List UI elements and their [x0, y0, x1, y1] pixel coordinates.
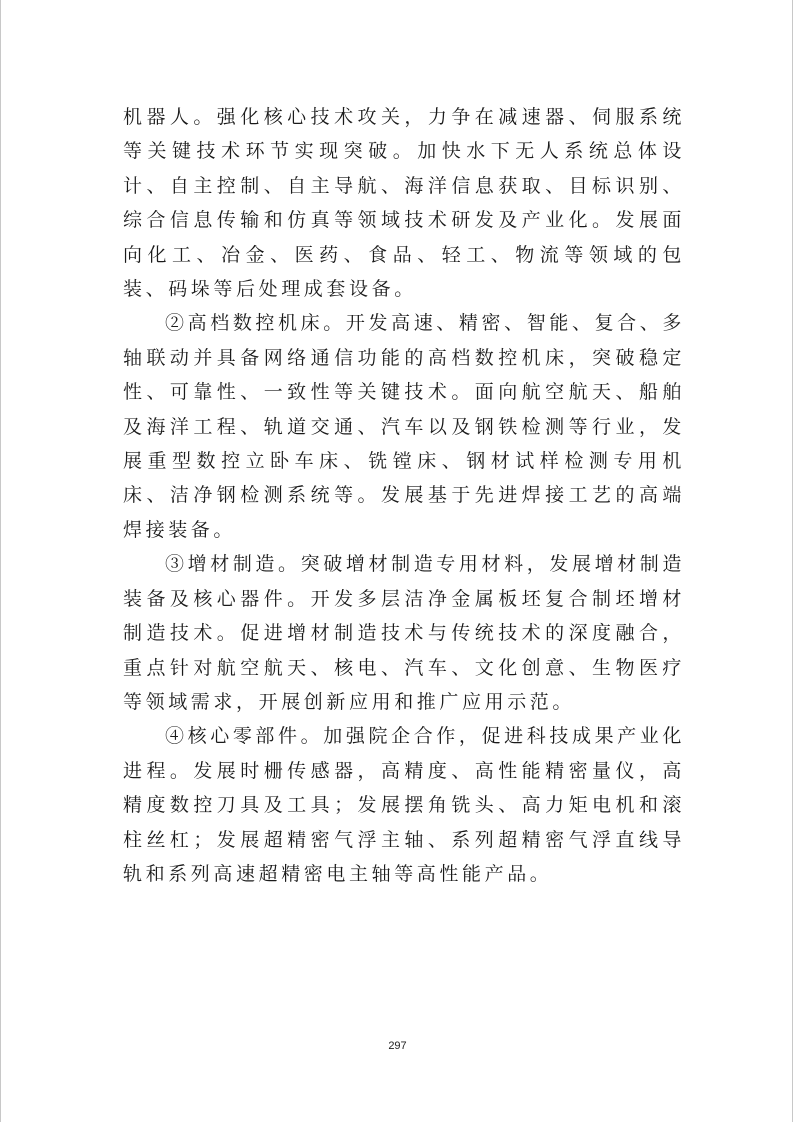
paragraph-cnc-machine-tools: ②高档数控机床。开发高速、精密、智能、复合、多轴联动并具备网络通信功能的高档数控机床，突破稳定性、可靠性、一致性等关键技术。面向航空航天、船舶及海洋工程、轨道交通、汽车以及钢铁检测等行业，发展重型数控立卧车床、铣镗床、钢材试样检测专用机床、洁净钢检测系统等。发展基于先进焊接工艺的高端焊接装备。: [123, 312, 685, 541]
paragraph-core-components: ④核心零部件。加强院企合作，促进科技成果产业化进程。发展时栅传感器，高精度、高性能精密量仪，高精度数控刀具及工具；发展摆角铣头、高力矩电机和滚柱丝杠；发展超精密气浮主轴、系列超精密气浮直线导轨和系列高速超精密电主轴等高性能产品。: [123, 725, 685, 885]
paragraph-robots-continued: 机器人。强化核心技术攻关，力争在减速器、伺服系统等关键技术环节实现突破。加快水下无人系统总体设计、自主控制、自主导航、海洋信息获取、目标识别、综合信息传输和仿真等领域技术研发及产业化。发展面向化工、冶金、医药、食品、轻工、物流等领域的包装、码垛等后处理成套设备。: [123, 106, 685, 301]
paragraph-additive-manufacturing: ③增材制造。突破增材制造专用材料，发展增材制造装备及核心器件。开发多层洁净金属板坯复合制坯增材制造技术。促进增材制造技术与传统技术的深度融合，重点针对航空航天、核电、汽车、文化创意、生物医疗等领域需求，开展创新应用和推广应用示范。: [123, 553, 685, 713]
body-text: [123, 100, 685, 891]
page-number: 297: [388, 1040, 407, 1052]
